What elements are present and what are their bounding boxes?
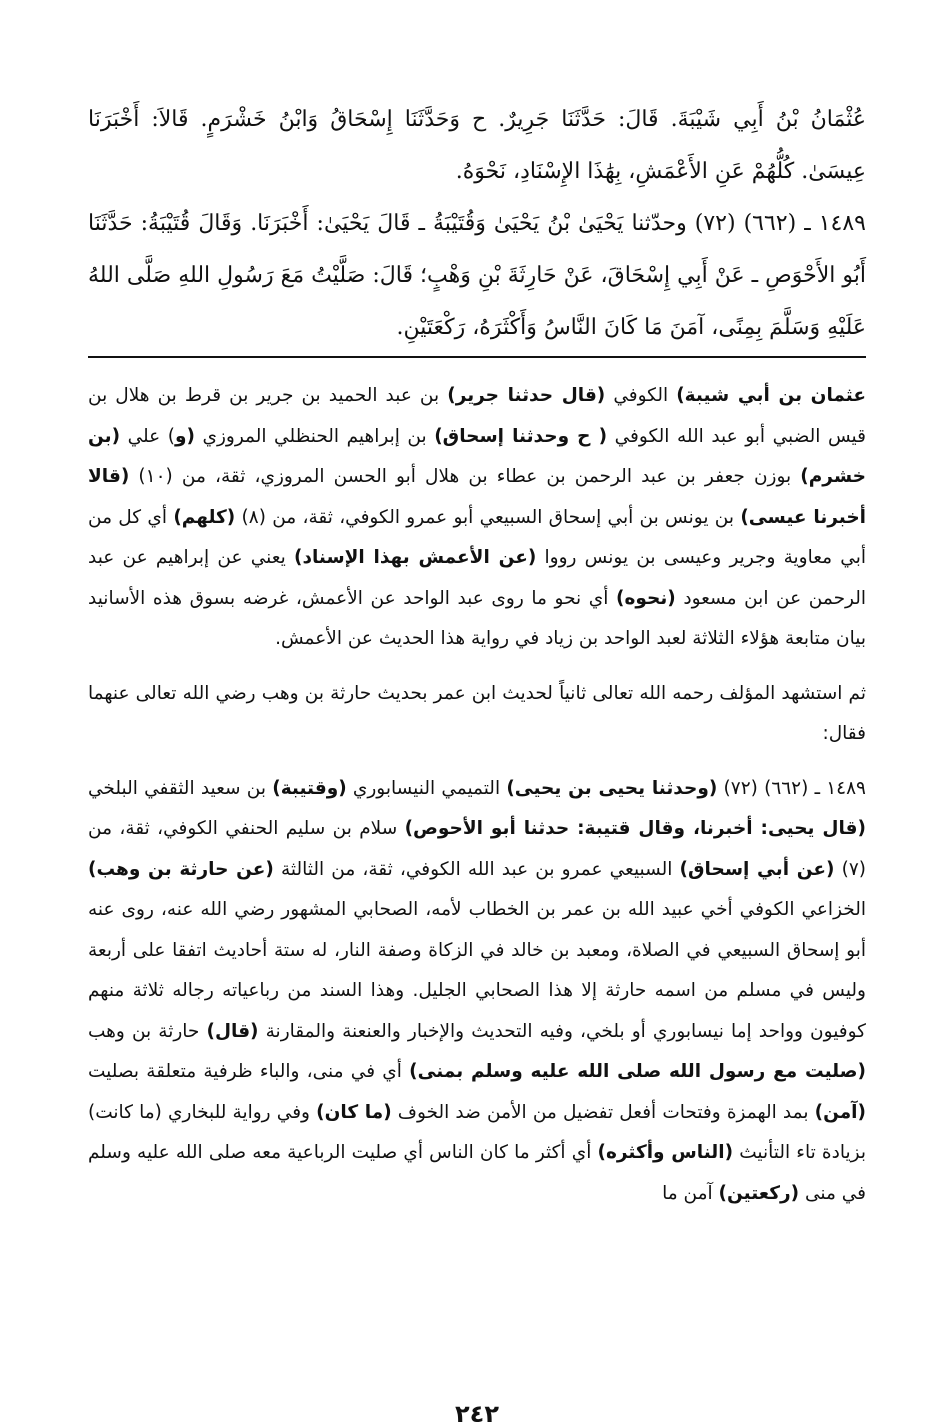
- commentary-text: بوزن جعفر بن عبد الرحمن بن عطاء بن هلال أبو الحسن المروزي، ثقة، من (١٠): [129, 466, 801, 487]
- commentary-text: سلام بن سليم الحنفي الكوفي، ثقة، من (٧): [88, 818, 866, 880]
- commentary-block: [88, 376, 866, 1214]
- footnote-divider: [88, 356, 866, 358]
- commentary-bold: (كلهم): [173, 506, 236, 528]
- hadith-text-block: [88, 94, 866, 354]
- commentary-bold: (صليت مع رسول الله صلى الله عليه وسلم بمنى): [409, 1061, 867, 1082]
- commentary-bold: عثمان بن أبي شيبة): [676, 385, 866, 406]
- commentary-paragraph-2: ثم استشهد المؤلف رحمه الله تعالى ثانياً لحديث ابن عمر بحديث حارثة بن وهب رضي الله تعالى عنهما فقال:: [88, 682, 866, 744]
- commentary-text: بمد الهمزة وفتحات أفعل تفضيل من الأمن ضد الخوف: [391, 1101, 815, 1123]
- commentary-text: وفي رواية للبخاري (ما كانت) بزيادة تاء التأنيث: [88, 1101, 866, 1163]
- commentary-paragraph-3: [88, 769, 866, 1215]
- commentary-text: بن عبد الحميد بن جرير بن قرط بن هلال بن قيس الضبي أبو عبد الله الكوفي: [88, 385, 866, 447]
- commentary-text: ١٤٨٩ ـ (٦٦٢) (٧٢): [717, 777, 866, 799]
- commentary-text: السبيعي عمرو بن عبد الله الكوفي، ثقة، من الثالثة: [273, 858, 680, 880]
- commentary-bold: (نحوه): [616, 587, 676, 609]
- commentary-text: أي في منى، والباء ظرفية متعلقة بصليت: [88, 1061, 410, 1082]
- commentary-bold: (ركعتين): [718, 1182, 800, 1204]
- commentary-bold: ( ح وحدثنا إسحاق): [434, 425, 608, 447]
- commentary-text: ) علي: [120, 425, 175, 447]
- commentary-bold: (وقتيبة): [272, 777, 347, 799]
- commentary-text: يعني عن إبراهيم عن عبد الرحمن عن ابن مسعود: [88, 547, 866, 609]
- commentary-bold: (قالا أخبرنا عيسى): [88, 466, 866, 528]
- commentary-text: بن سعيد الثقفي البلخي: [88, 777, 273, 799]
- commentary-text: حارثة بن وهب: [88, 1020, 207, 1042]
- commentary-bold: (قال حدثنا جرير): [447, 385, 606, 406]
- commentary-text: آمن ما: [662, 1182, 719, 1204]
- commentary-bold: (عن الأعمش بهذا الإسناد): [294, 547, 537, 568]
- commentary-text: أي أكثر ما كان الناس أي صليت الرباعية معه صلى الله عليه وسلم في منى: [88, 1142, 866, 1204]
- hadith-paragraph-1: عُثْمَانُ بْنُ أَبِي شَيْبَةَ. قَالَ: حَدَّثَنَا جَرِيرٌ. ح وَحَدَّثَنَا إِسْحَاقُ وَابْنُ خَشْرَمٍ. قَالاَ: أَخْبَرَنَا عِيسَىٰ. كُلُّهُمْ عَنِ الأَعْمَشِ، بِهَٰذَا الإِسْنَادِ، نَحْوَهُ.: [88, 107, 866, 184]
- commentary-bold: (ما كان): [316, 1101, 392, 1123]
- commentary-bold: (و: [174, 425, 195, 447]
- commentary-bold: (آمن): [814, 1101, 866, 1123]
- commentary-text: الخزاعي الكوفي أخي عبيد الله بن عمر بن الخطاب لأمه، الصحابي المشهور رضي الله عنه، روى عنه أبو إسحاق السبيعي في الصلاة، ومعبد بن خالد في الزكاة وصفة النار، له ستة أحاديث اتفقا على أربعة وليس في مسلم من اسمه حارثة إلا هذا الصحابي الجليل. وهذا السند من رباعياته رجاله ثلاثة منهم كوفيون وواحد إما نيسابوري أو بلخي، وفيه التحديث والإخبار والعنعنة والمقارنة: [88, 899, 866, 1042]
- commentary-paragraph-1: [88, 376, 866, 660]
- commentary-bold: (قال): [206, 1020, 259, 1042]
- commentary-text: أي نحو ما روى عبد الواحد عن الأعمش، غرضه بسوق هذه الأسانيد بيان متابعة هؤلاء الثلاثة لعبد الواحد بن زياد في رواية هذا الحديث عن الأعمش.: [88, 587, 866, 649]
- commentary-bold: (قال يحيى: أخبرنا، وقال قتيبة: حدثنا أبو الأحوص): [404, 818, 866, 839]
- book-page: [88, 88, 867, 1428]
- commentary-bold: (وحدثنا يحيى بن يحيى): [506, 777, 718, 799]
- commentary-text: بن يونس بن أبي إسحاق السبيعي أبو عمرو الكوفي، ثقة، من (٨): [235, 506, 741, 528]
- hadith-paragraph-2: ١٤٨٩ ـ (٦٦٢) (٧٢) وحدّثنا يَحْيَىٰ بْنُ يَحْيَىٰ وَقُتَيْبَةُ ـ قَالَ يَحْيَىٰ: أَخْبَرَنَا. وَقَالَ قُتَيْبَةُ: حَدَّثَنَا أَبُو الأَحْوَصِ ـ عَنْ أَبِي إِسْحَاقَ، عَنْ حَارِثَةَ بْنِ وَهْبٍ؛ قَالَ: صَلَّيْتُ مَعَ رَسُولِ اللهِ صَلَّى اللهُ عَلَيْهِ وَسَلَّمَ بِمِنًى، آمَنَ مَا كَانَ النَّاسُ وَأَكْثَرَهُ، رَكْعَتَيْنِ.: [88, 211, 866, 340]
- page-number: ٢٤٢: [455, 1400, 499, 1428]
- commentary-bold: (عن حارثة بن وهب): [88, 858, 274, 880]
- commentary-text: أي كل من أبي معاوية وجرير وعيسى بن يونس رووا: [88, 506, 866, 568]
- commentary-text: بن إبراهيم الحنظلي المروزي: [194, 425, 435, 447]
- commentary-text: التميمي النيسابوري: [346, 777, 507, 799]
- commentary-text: الكوفي: [605, 385, 677, 406]
- commentary-bold: (الناس وأكثره): [597, 1142, 734, 1163]
- commentary-bold: (بن خشرم): [88, 425, 866, 487]
- commentary-bold: (عن أبي إسحاق): [679, 858, 835, 880]
